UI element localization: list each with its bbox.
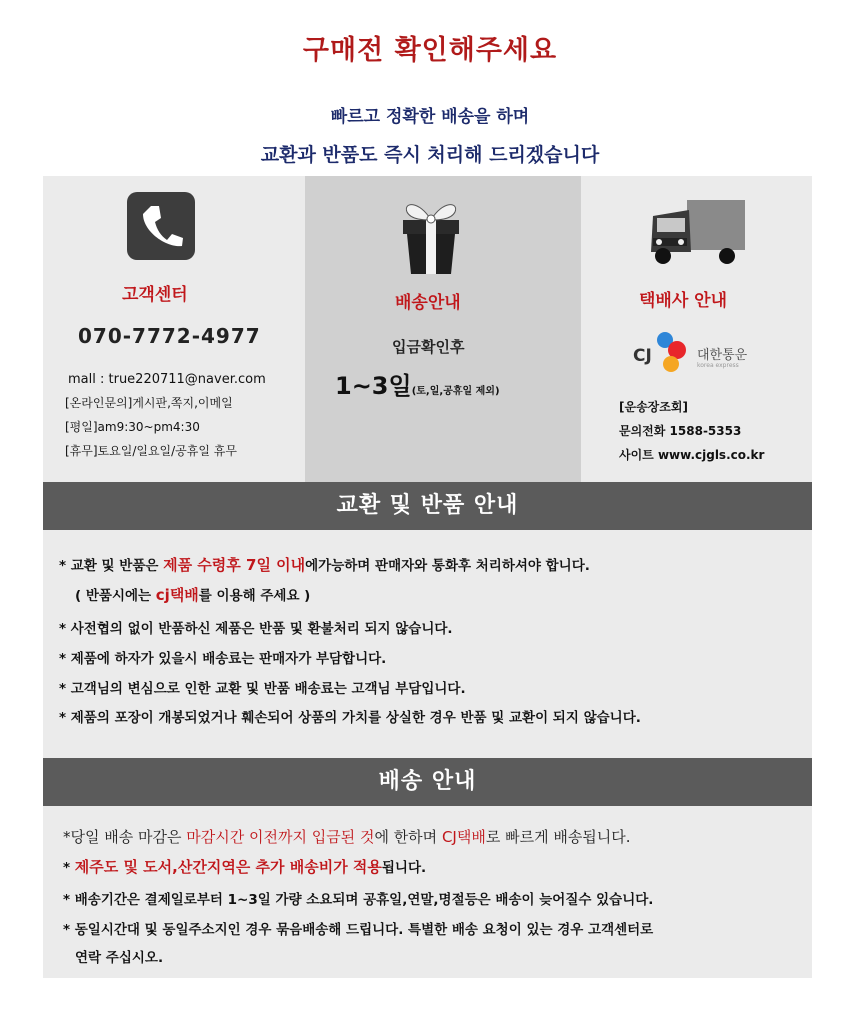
- holiday-info: [휴무]토요일/일요일/공휴일 휴무: [65, 444, 237, 458]
- shipping-line-2-red: 제주도 및 도서,산간지역은 추가 배송비가 적용: [74, 858, 382, 876]
- shipping-line-5: 연락 주십시오.: [75, 950, 164, 966]
- courier-panel: [581, 176, 812, 482]
- shipping-line-2-pre: *: [63, 860, 75, 876]
- delivery-days: [335, 366, 500, 401]
- delivery-days-note: (토,일,공휴일 제외): [411, 386, 500, 397]
- delivery-heading: 배송안내: [395, 293, 461, 313]
- exchange-line-2-red: cj택배: [155, 586, 199, 604]
- courier-heading: 택배사 안내: [639, 291, 728, 311]
- exchange-line-2-post: 를 이용해 주세요 ): [198, 588, 311, 604]
- shipping-bar: 배송 안내: [43, 758, 812, 806]
- truck-icon: [647, 196, 747, 268]
- exchange-line-2-pre: ( 반품시에는: [75, 588, 156, 604]
- exchange-line-1-pre: * 교환 및 반품은: [59, 558, 164, 574]
- shipping-line-3: * 배송기간은 결제일로부터 1~3일 가량 소요되며 공휴일,연말,명절등은 배송이 늦어질수 있습니다.: [63, 892, 654, 908]
- weekday-hours: [평일]am9:30~pm4:30: [65, 420, 200, 434]
- customer-center-heading: 고객센터: [122, 285, 188, 305]
- exchange-line-3: * 사전협의 없이 반품하신 제품은 반품 및 환불처리 되지 않습니다.: [59, 621, 453, 637]
- after-payment-text: 입금확인후: [392, 338, 465, 356]
- courier-phone: 문의전화 1588-5353: [619, 424, 742, 438]
- subtitle-2: 교환과 반품도 즉시 처리해 드리겠습니다: [260, 144, 600, 166]
- exchange-line-1-red: 제품 수령후 7일 이내: [163, 556, 306, 574]
- online-inquiry: [온라인문의]게시판,쪽지,이메일: [65, 396, 233, 410]
- shipping-line-1-mid: 에 한하며: [374, 828, 442, 846]
- exchange-line-1: [59, 554, 590, 575]
- shipping-line-1-red: 마감시간 이전까지 입금된 것: [186, 828, 375, 846]
- gift-box-icon: [393, 190, 469, 278]
- shipping-line-1-pre: *당일 배송 마감은: [63, 828, 187, 846]
- shipping-line-1: [63, 826, 631, 847]
- cj-logo-company: 대한통운: [697, 348, 748, 363]
- exchange-line-2: [75, 584, 310, 605]
- email-text: mall : true220711@naver.com: [68, 372, 266, 387]
- phone-icon: [127, 192, 195, 260]
- exchange-bar: 교환 및 반품 안내: [43, 482, 812, 530]
- cj-logo-text: CJ: [633, 346, 652, 366]
- delivery-panel: [305, 176, 581, 482]
- phone-number: 070-7772-4977: [78, 324, 261, 348]
- shipping-line-1-red2: CJ택배: [441, 828, 486, 846]
- delivery-days-main: 1~3일: [335, 372, 412, 400]
- cj-logo-sub: korea express: [697, 362, 739, 369]
- courier-site: 사이트 www.cjgls.co.kr: [619, 448, 765, 462]
- shipping-line-2-post: 됩니다.: [381, 860, 427, 876]
- page-title: 구매전 확인해주세요: [302, 35, 558, 66]
- exchange-line-5: * 고객님의 변심으로 인한 교환 및 반품 배송료는 고객님 부담입니다.: [59, 681, 466, 697]
- shipping-line-2: [63, 856, 426, 877]
- shipping-section: [43, 806, 812, 978]
- shipping-line-4: * 동일시간대 및 동일주소지인 경우 묶음배송해 드립니다. 특별한 배송 요청이 있는 경우 고객센터로: [63, 922, 654, 938]
- customer-center-panel: [43, 176, 305, 482]
- subtitle-1: 빠르고 정확한 배송을 하며: [330, 107, 530, 127]
- shipping-line-1-post: 로 빠르게 배송됩니다.: [485, 828, 631, 846]
- exchange-line-6: * 제품의 포장이 개봉되었거나 훼손되어 상품의 가치를 상실한 경우 반품 및 교환이 되지 않습니다.: [59, 710, 641, 726]
- exchange-line-4: * 제품에 하자가 있을시 배송료는 판매자가 부담합니다.: [59, 651, 387, 667]
- exchange-line-1-post: 에가능하며 판매자와 통화후 처리하셔야 합니다.: [305, 558, 590, 574]
- cj-logo: [633, 326, 773, 378]
- exchange-section: [43, 530, 812, 758]
- tracking-label: [운송장조회]: [619, 400, 688, 414]
